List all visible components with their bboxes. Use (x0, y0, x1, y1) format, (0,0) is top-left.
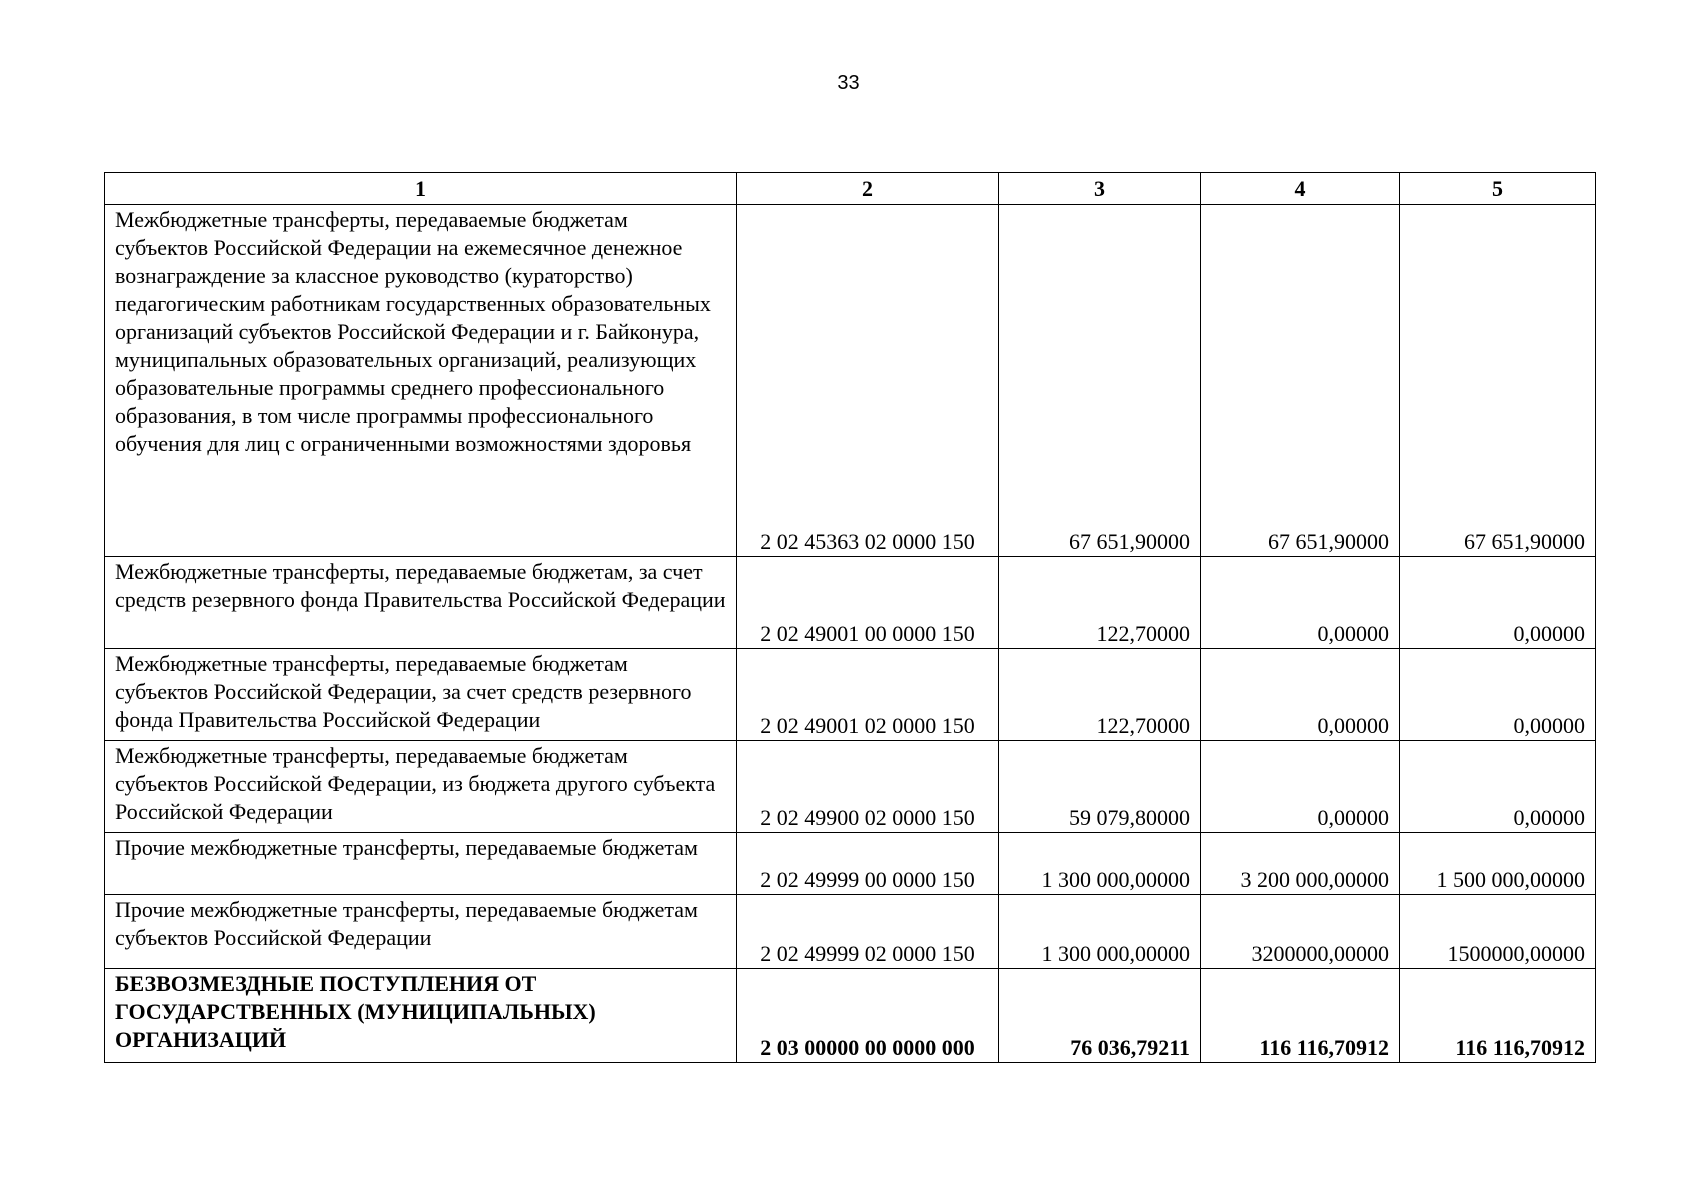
row-code: 2 03 00000 00 0000 000 (737, 969, 999, 1063)
column-header-2: 2 (737, 173, 999, 205)
row-value-4: 0,00000 (1201, 649, 1400, 741)
row-code: 2 02 49999 00 0000 150 (737, 833, 999, 895)
table-row (105, 649, 1596, 741)
row-value-4: 67 651,90000 (1201, 205, 1400, 557)
row-value-3: 1 300 000,00000 (999, 895, 1201, 969)
row-value-3: 76 036,79211 (999, 969, 1201, 1063)
row-value-4: 116 116,70912 (1201, 969, 1400, 1063)
row-value-5: 0,00000 (1400, 741, 1596, 833)
row-value-5: 0,00000 (1400, 557, 1596, 649)
page-number: 33 (837, 72, 860, 94)
column-header-1: 1 (105, 173, 737, 205)
row-name: Межбюджетные трансферты, передаваемые бюджетам субъектов Российской Федерации, из бюджета другого субъекта Российской Федерации (105, 741, 737, 833)
row-name: Межбюджетные трансферты, передаваемые бюджетам, за счет средств резервного фонда Правительства Российской Федерации (105, 557, 737, 649)
row-name: Прочие межбюджетные трансферты, передаваемые бюджетам (105, 833, 737, 895)
row-code: 2 02 45363 02 0000 150 (737, 205, 999, 557)
row-value-5: 1 500 000,00000 (1400, 833, 1596, 895)
row-value-4: 0,00000 (1201, 557, 1400, 649)
row-code: 2 02 49900 02 0000 150 (737, 741, 999, 833)
row-value-3: 122,70000 (999, 649, 1201, 741)
row-value-4: 3 200 000,00000 (1201, 833, 1400, 895)
row-value-5: 116 116,70912 (1400, 969, 1596, 1063)
table-row (105, 895, 1596, 969)
row-value-5: 67 651,90000 (1400, 205, 1596, 557)
table-row (105, 833, 1596, 895)
table-total-row (105, 969, 1596, 1063)
row-value-5: 1500000,00000 (1400, 895, 1596, 969)
column-header-3: 3 (999, 173, 1201, 205)
row-value-3: 67 651,90000 (999, 205, 1201, 557)
row-value-3: 1 300 000,00000 (999, 833, 1201, 895)
row-value-4: 3200000,00000 (1201, 895, 1400, 969)
row-value-5: 0,00000 (1400, 649, 1596, 741)
row-name: Межбюджетные трансферты, передаваемые бюджетам субъектов Российской Федерации на ежемесячное денежное вознаграждение за классное руководство (кураторство) педагогическим работникам государственных образовательных организаций субъектов Российской Федерации и г. Байконура, муниципальных образовательных организаций, реализующих образовательные программы среднего профессионального образования, в том числе программы профессионального обучения для лиц с ограниченными возможностями здоровья (105, 205, 737, 557)
column-header-5: 5 (1400, 173, 1596, 205)
row-name: Прочие межбюджетные трансферты, передаваемые бюджетам субъектов Российской Федерации (105, 895, 737, 969)
row-code: 2 02 49001 00 0000 150 (737, 557, 999, 649)
row-name: БЕЗВОЗМЕЗДНЫЕ ПОСТУПЛЕНИЯ ОТ ГОСУДАРСТВЕННЫХ (МУНИЦИПАЛЬНЫХ) ОРГАНИЗАЦИЙ (105, 969, 737, 1063)
table-row (105, 557, 1596, 649)
column-header-4: 4 (1201, 173, 1400, 205)
row-value-4: 0,00000 (1201, 741, 1400, 833)
table-row (105, 205, 1596, 557)
row-code: 2 02 49999 02 0000 150 (737, 895, 999, 969)
row-code: 2 02 49001 02 0000 150 (737, 649, 999, 741)
table-row (105, 741, 1596, 833)
row-value-3: 59 079,80000 (999, 741, 1201, 833)
table-header-row (105, 173, 1596, 205)
row-value-3: 122,70000 (999, 557, 1201, 649)
budget-table (104, 172, 1596, 1063)
row-name: Межбюджетные трансферты, передаваемые бюджетам субъектов Российской Федерации, за счет средств резервного фонда Правительства Российской Федерации (105, 649, 737, 741)
